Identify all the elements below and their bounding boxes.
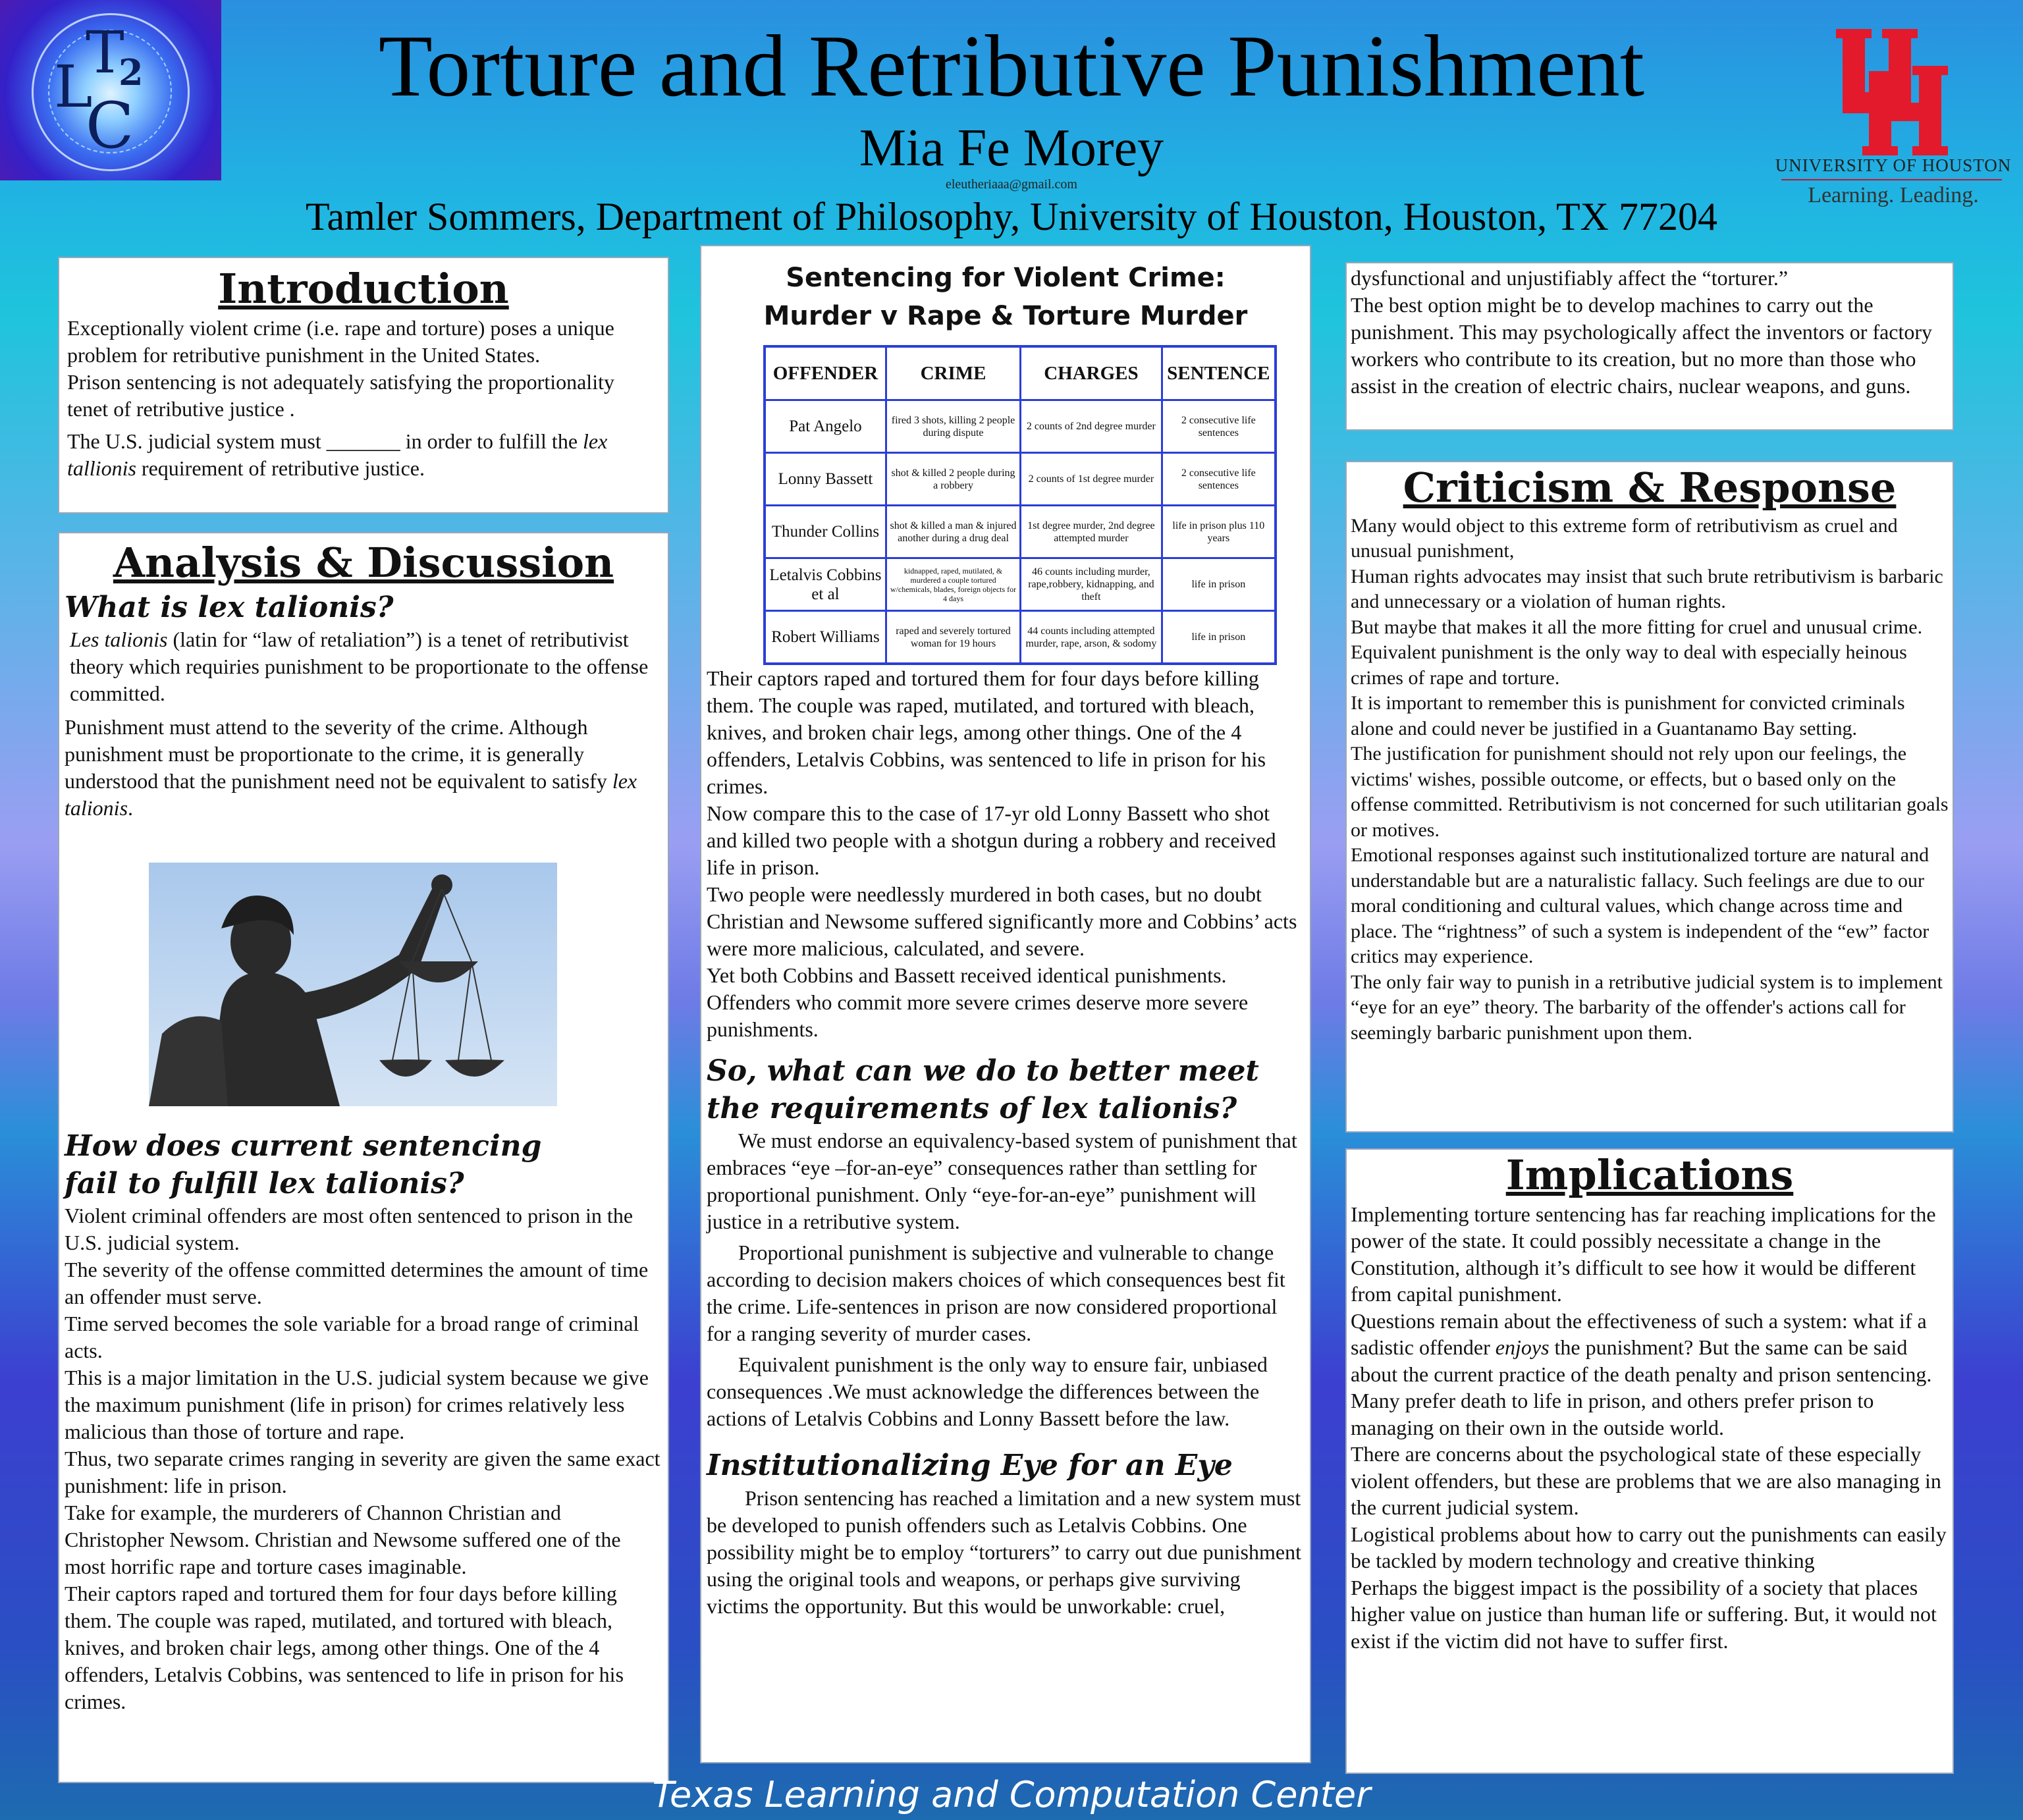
continued-panel	[1345, 262, 1954, 431]
analysis-paragraph-2	[65, 714, 662, 822]
sentencing-para-2: Proportional punishment is subjective and vulnerable to change according to decision makers choices of which consequences best fit the crime. Life-sentences in prison are now considered proportional for a ranging severity of murder cases.	[707, 1241, 1285, 1346]
cell-offender: Thunder Collins	[765, 506, 886, 558]
criticism-panel	[1345, 461, 1954, 1133]
analysis-line-4: This is a major limitation in the U.S. judicial system because we give the maximum punishment (life in prison) for crimes relatively less malicious than those of torture and rape.	[65, 1366, 649, 1444]
continued-line-2: The best option might be to develop machines to carry out the punishment. This may psychologically affect the inventors or factory workers who contribute to its creation, but no more than those who assist in the creation of electric chairs, nuclear weapons, and guns.	[1351, 293, 1933, 398]
introduction-heading: Introduction	[218, 265, 509, 313]
intro-paragraph-3	[67, 428, 660, 482]
analysis-p2-text: Punishment must attend to the severity of the crime. Although punishment must be proportionate to the crime, it is generally understood that the punishment need not be equivalent to satisfy	[65, 714, 612, 793]
analysis-p2-end: .	[128, 795, 134, 820]
cell-offender: Pat Angelo	[765, 400, 886, 453]
sub2-line-2: fail to fulfill lex talionis?	[65, 1167, 464, 1201]
implications-para-2	[1351, 1308, 1949, 1441]
university-divider	[1781, 179, 2002, 180]
analysis-p2-term: lex talionis	[65, 768, 637, 820]
sub3-line-2: the requirements of lex talionis?	[707, 1092, 1237, 1126]
criticism-line-4: It is important to remember this is punishment for convicted criminals alone and could never be justified in a Guantanamo Bay setting.	[1351, 692, 1905, 739]
continued-line-1: dysfunctional and unjustifiably affect the “torturer.”	[1351, 266, 1789, 290]
sentencing-line-2: Now compare this to the case of 17-yr old Lonny Bassett who shot and killed two people with a shotgun during a robbery and received life in prison.	[707, 801, 1276, 879]
table-header-row	[765, 346, 1276, 400]
university-name: UNIVERSITY OF HOUSTON	[1775, 155, 2012, 175]
cell-sentence: life in prison	[1162, 611, 1276, 664]
sentencing-title-1: Sentencing for Violent Crime:	[786, 263, 1226, 293]
cell-offender: Letalvis Cobbins et al	[765, 558, 886, 611]
implications-heading: Implications	[1505, 1151, 1794, 1199]
introduction-panel	[58, 257, 669, 514]
subheading-current-sentencing	[65, 1127, 662, 1202]
impl-p2-text: Questions remain about the effectiveness of such a system: what if a sadistic offender	[1351, 1308, 1927, 1359]
analysis-heading: Analysis & Discussion	[113, 539, 614, 587]
implications-para-5: Perhaps the biggest impact is the possibility of a society that places higher value on justice than human life or suffering. But, it would not exist if the victim did not have to suffer first.	[1351, 1575, 1937, 1653]
criticism-line-1: Many would object to this extreme form of retributivism as cruel and unusual punishment,	[1351, 514, 1898, 562]
cell-offender: Robert Williams	[765, 611, 886, 664]
criticism-line-3: But maybe that makes it all the more fitting for cruel and unusual crime. Equivalent punishment is the only way to deal with especially heinous crimes of rape and torture.	[1351, 616, 1923, 689]
cell-crime: shot & killed 2 people during a robbery	[886, 453, 1020, 506]
intro-paragraph-2: Prison sentencing is not adequately satisfying the proportionality tenet of retributive justice .	[67, 369, 614, 421]
affiliation: Tamler Sommers, Department of Philosophy, University of Houston, Houston, TX 77204	[306, 195, 1717, 238]
analysis-line-5: Thus, two separate crimes ranging in severity are given the same exact punishment: life in prison.	[65, 1447, 661, 1498]
impl-p2-end: the punishment? But the same can be said about the current practice of the death penalty and prison sentencing. Many prefer death to life in prison, and others prefer prison to managing on their own in the outside world.	[1351, 1335, 1932, 1439]
cell-sentence: life in prison plus 110 years	[1162, 506, 1276, 558]
university-tagline: Learning. Leading.	[1808, 183, 1979, 207]
analysis-line-7: Their captors raped and tortured them for four days before killing them. The couple was raped, mutilated, and tortured with bleach, knives, and broken chair legs, among other things. One of the 4 offenders, Letalvis Cobbins, was sentenced to life in prison for his crimes.	[65, 1582, 624, 1714]
implications-para-3: There are concerns about the psychological state of these especially violent offenders, but these are problems that we are also managing in the current judicial system.	[1351, 1442, 1941, 1519]
cell-charges: 2 counts of 1st degree murder	[1021, 453, 1162, 506]
intro-p3-term: lex tallionis	[67, 429, 608, 480]
implications-para-4: Logistical problems about how to carry out the punishments can easily be tackled by modern technology and creative thinking	[1351, 1522, 1947, 1572]
cell-sentence: 2 consecutive life sentences	[1162, 453, 1276, 506]
col-crime: CRIME	[886, 346, 1020, 400]
sentencing-line-4: Yet both Cobbins and Bassett received identical punishments. Offenders who commit more severe crimes deserve more severe punishments.	[707, 963, 1249, 1041]
criticism-line-6: Emotional responses against such institutionalized torture are natural and understandable but are a naturalistic fallacy. Such feelings are due to our moral conditioning and cultural values, which change across time and place. The “rightness” of such a system is independent of the “ew” factor critics may experience.	[1351, 844, 1929, 967]
logo-superscript: 2	[119, 51, 144, 94]
intro-paragraph-1: Exceptionally violent crime (i.e. rape and torture) poses a unique problem for retributive punishment in the United States.	[67, 315, 614, 367]
analysis-line-1: Violent criminal offenders are most often sentenced to prison in the U.S. judicial system.	[65, 1204, 634, 1255]
logo-letter-l: L	[54, 53, 93, 120]
sentencing-line-1: Their captors raped and tortured them for four days before killing them. The couple was raped, mutilated, and tortured with bleach, knives, and broken chair legs, among other things. One of the 4 offenders, Letalvis Cobbins, was sentenced to life in prison for his crimes.	[707, 666, 1266, 798]
subheading-what-is-lex-talionis: What is lex talionis?	[65, 590, 394, 624]
sentencing-panel	[700, 245, 1311, 1763]
cell-crime: shot & killed a man & injured another during a drug deal	[886, 506, 1020, 558]
analysis-paragraph-1	[65, 626, 662, 707]
poster-title: Torture and Retributive Punishment	[378, 17, 1645, 115]
logo-letter-c: C	[86, 89, 134, 163]
criticism-line-2: Human rights advocates may insist that such brute retributivism is barbaric and unnecessary or a violation of human rights.	[1351, 565, 1943, 612]
cell-charges: 46 counts including murder, rape,robbery, kidnapping, and theft	[1021, 558, 1162, 611]
footer-center-name: Texas Learning and Computation Center	[652, 1774, 1371, 1815]
cell-sentence: life in prison	[1162, 558, 1276, 611]
sub2-line-1: How does current sentencing	[65, 1129, 542, 1163]
implications-panel	[1345, 1148, 1954, 1774]
logo-letter-t: T	[86, 18, 124, 86]
col-offender: OFFENDER	[765, 346, 886, 400]
cell-sentence: 2 consecutive life sentences	[1162, 400, 1276, 453]
analysis-panel	[58, 532, 669, 1783]
intro-p3-text: The U.S. judicial system must _______ in order to fulfill the	[67, 429, 583, 453]
table-row	[765, 400, 1276, 453]
col-charges: CHARGES	[1021, 346, 1162, 400]
implications-para-1: Implementing torture sentencing has far reaching implications for the power of the state. It could possibly necessitate a change in the Constitution, although it’s difficult to see how it would be different from capital punishment.	[1351, 1202, 1936, 1306]
col-sentence: SENTENCE	[1162, 346, 1276, 400]
sentencing-para-1: We must endorse an equivalency-based system of punishment that embraces “eye –for-an-eye” consequences rather than settling for proportional punishment. Only “eye-for-an-eye” punishment will justice in a retributive system.	[707, 1129, 1297, 1234]
analysis-line-6: Take for example, the murderers of Channon Christian and Christopher Newsom. Christian and Newsome suffered one of the most horrific rape and torture cases imaginable.	[65, 1501, 621, 1579]
table-row	[765, 611, 1276, 664]
analysis-p1-term: Les talionis	[70, 627, 168, 651]
analysis-line-2: The severity of the offense committed determines the amount of time an offender must serve.	[65, 1258, 649, 1309]
cell-crime: fired 3 shots, killing 2 people during dispute	[886, 400, 1020, 453]
table-row	[765, 558, 1276, 611]
cell-charges: 1st degree murder, 2nd degree attempted murder	[1021, 506, 1162, 558]
table-row	[765, 453, 1276, 506]
criticism-heading: Criticism & Response	[1403, 464, 1897, 512]
sentencing-para-3: Equivalent punishment is the only way to ensure fair, unbiased consequences .We must acknowledge the differences between the actions of Letalvis Cobbins and Lonny Bassett before the law.	[707, 1352, 1268, 1431]
sentencing-table	[763, 345, 1277, 665]
author-name: Mia Fe Morey	[859, 119, 1164, 177]
sentencing-title-2: Murder v Rape & Torture Murder	[763, 301, 1248, 331]
cell-crime: raped and severely tortured woman for 19 hours	[886, 611, 1020, 664]
sub3-line-1: So, what can we do to better meet	[707, 1054, 1259, 1088]
table-row	[765, 506, 1276, 558]
intro-p3-end: requirement of retributive justice.	[136, 456, 425, 480]
sentencing-line-3: Two people were needlessly murdered in both cases, but no doubt Christian and Newsome suffered significantly more and Cobbins’ acts were more malicious, calculated, and severe.	[707, 882, 1297, 960]
cell-charges: 2 counts of 2nd degree murder	[1021, 400, 1162, 453]
impl-p2-emph: enjoys	[1495, 1335, 1550, 1359]
criticism-line-5: The justification for punishment should not rely upon our feelings, the victims' wishes, possible outcome, or effects, but o based only on the offense committed. Retributivism is not concerned for such utilitarian goals or motives.	[1351, 743, 1949, 841]
lady-justice-image	[149, 863, 557, 1106]
subheading-better-meet	[707, 1052, 1305, 1127]
cell-offender: Lonny Bassett	[765, 453, 886, 506]
cell-crime: kidnapped, raped, mutilated, & murdered a couple tortured w/chemicals, blades, foreign objects for 4 days	[886, 558, 1020, 611]
subheading-institutionalizing: Institutionalizing Eye for an Eye	[707, 1449, 1233, 1483]
sentencing-para-inst: Prison sentencing has reached a limitation and a new system must be developed to punish offenders such as Letalvis Cobbins. One possibility might be to employ “torturers” to carry out due punishment using the original tools and weapons, or perhaps give surviving victims the opportunity. But this would be unworkable: cruel,	[707, 1485, 1301, 1618]
author-email: eleutheriaaa@gmail.com	[946, 177, 1077, 192]
analysis-line-3: Time served becomes the sole variable for a broad range of criminal acts.	[65, 1312, 639, 1363]
criticism-line-7: The only fair way to punish in a retributive judicial system is to implement “eye for an eye” theory. The barbarity of the offender's actions call for seemingly barbaric punishment upon them.	[1351, 971, 1943, 1044]
cell-charges: 44 counts including attempted murder, rape, arson, & sodomy	[1021, 611, 1162, 664]
analysis-p1-text: (latin for “law of retaliation”) is a tenet of retributivist theory which requiries punishment to be proportionate to the offense committed.	[70, 627, 649, 705]
